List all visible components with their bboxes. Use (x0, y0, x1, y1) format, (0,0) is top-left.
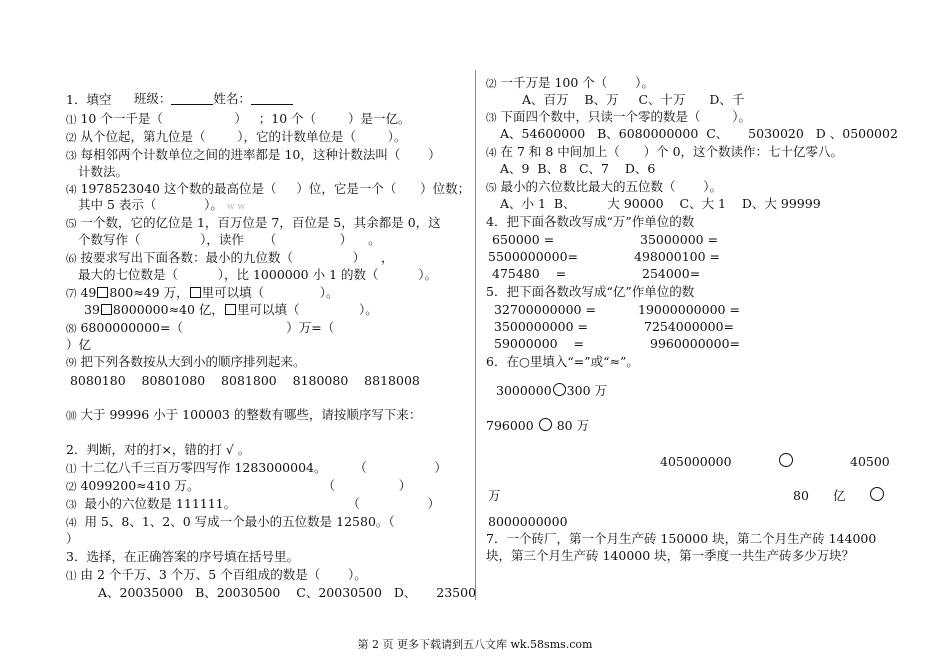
name-label: 姓名： (213, 91, 251, 106)
fill-question-7-cont: 39 8000000≈40 亿， 里可以填（ ）。 (84, 302, 378, 317)
rewrite-yi-row: 32700000000 = (494, 302, 596, 317)
choice-question-2: ⑵ 一千万是 100 个（ ）。 (486, 75, 654, 90)
fill-question-3-cont: 计数法。 (78, 164, 129, 179)
fill-question-8: ⑻ 6800000000=（ ）万=（ (66, 320, 335, 335)
rewrite-wan-row: 650000 = (492, 232, 555, 247)
word-problem-7-cont: 块，第三个月生产砖 140000 块，第一季度一共生产砖多少万块？ (486, 548, 855, 563)
rewrite-yi-row: 59000000 = (494, 336, 584, 351)
fill-question-6-cont: 最大的七位数是（ ），比 1000000 小 1 的数（ ）。 (78, 267, 437, 282)
page-footer: 第 2 页 更多下载请到五八文库 wk.58sms.com (357, 638, 593, 651)
choice-question-3: ⑶ 下面四个数中，只读一个零的数是（ ）。 (486, 109, 752, 124)
section-6-title: 6．在○里填入“=”或“≈”。 (486, 354, 639, 369)
rewrite-yi-row: 7254000000= (644, 319, 735, 334)
compare-3-b: 40500 (850, 454, 890, 469)
blank-circle (553, 383, 566, 396)
choice-question-5-options: A、小 1 B、 大 90000 C、大 1 D、大 99999 (500, 196, 821, 211)
square-box (190, 287, 201, 298)
square-box (225, 304, 236, 315)
class-blank (171, 92, 213, 105)
choice-question-5: ⑸ 最小的六位数比最大的五位数（ ）。 (486, 179, 723, 194)
choice-question-3-options: A、54600000 B、6080000000 C、 5030020 D 、0500002 (500, 126, 898, 141)
compare-3-unit: 万 (488, 488, 501, 503)
choice-question-1-options: A、20035000 B、20030500 C、20030500 D、 23500 (98, 585, 477, 600)
section-2-title: 2．判断，对的打×，错的打 √ 。 (66, 442, 251, 457)
section-4-title: 4．把下面各数改写成“万”作单位的数 (486, 214, 695, 229)
choice-question-1: ⑴ 由 2 个千万、3 个万、5 个百组成的数是（ ）。 (66, 567, 367, 582)
judge-question-3: ⑶ 最小的六位数是 111111。 （ ） (66, 496, 440, 511)
fill-question-2: ⑵ 从个位起，第九位是（ ），它的计数单位是（ ）。 (66, 129, 407, 144)
blank-circle (539, 418, 552, 431)
fill-question-6: ⑹ 按要求写出下面各数：最小的九位数（ ） ， (66, 250, 394, 265)
judge-question-1: ⑴ 十二亿八千三百万零四写作 1283000004。 （ ） (66, 460, 447, 475)
fill-question-9: ⑼ 把下列各数按从大到小的顺序排列起来。 (66, 354, 306, 369)
rewrite-wan-row: 475480 = (492, 266, 567, 281)
fill-question-10: ⑽ 大于 99996 小于 100003 的整数有哪些，请按顺序写下来： (66, 407, 422, 422)
compare-2: 796000 80 万 (486, 418, 590, 433)
choice-question-4: ⑷ 在 7 和 8 中间加上（ ）个 0，这个数读作：七十亿零八。 (486, 144, 844, 159)
judge-question-2: ⑵ 4099200≈410 万。 （ ） (66, 478, 412, 493)
rewrite-wan-row: 498000100 = (634, 249, 721, 264)
rewrite-wan-row: 254000= (642, 266, 701, 281)
rewrite-yi-row: 9960000000= (650, 336, 741, 351)
compare-3-a: 405000000 (660, 454, 732, 469)
square-box (97, 287, 108, 298)
column-divider (475, 70, 476, 600)
judge-question-4: ⑷ 用 5、8、1、2、0 写成一个最小的五位数是 12580。（ (66, 514, 395, 529)
compare-4-unit: 亿 (833, 488, 846, 503)
choice-question-2-options: A、百万 B、万 C、十万 D、千 (522, 92, 745, 107)
judge-question-4-cont: ） (66, 531, 79, 546)
compare-1: 3000000 300 万 (496, 383, 608, 398)
fill-question-4-cont: 其中 5 表示（ ）。 w w (78, 197, 246, 212)
fill-question-5-cont: 个数写作（ ），读作 （ ） 。 (78, 232, 381, 247)
fill-question-4: ⑷ 1978523040 这个数的最高位是（ ）位，它是一个（ ）位数； (66, 181, 471, 196)
fill-question-3: ⑶ 每相邻两个计数单位之间的进率都是 10，这种计数法叫（ ） (66, 147, 441, 162)
rewrite-wan-row: 35000000 = (640, 232, 719, 247)
fill-question-1: ⑴ 10 个一千是（ ） ；10 个（ ）是一亿。 (66, 111, 411, 126)
fill-question-7: ⑺ 49 800≈49 万， 里可以填（ ）。 (66, 285, 339, 300)
section-1-title: 1．填空 (66, 92, 112, 107)
class-label: 班级： (133, 91, 172, 106)
number-list: 8080180 80801080 8081800 8180080 8818008 (66, 373, 420, 388)
rewrite-wan-row: 5500000000= (488, 249, 579, 264)
section-5-title: 5．把下面各数改写成“亿”作单位的数 (486, 284, 695, 299)
name-blank (251, 92, 293, 105)
compare-4-b: 8000000000 (488, 514, 568, 529)
choice-question-4-options: A、9 B、8 C、7 D、6 (500, 161, 656, 176)
rewrite-yi-row: 3500000000 = (494, 319, 588, 334)
square-box (101, 304, 112, 315)
blank-circle (779, 453, 793, 467)
fill-question-5: ⑸ 一个数，它的亿位是 1，百万位是 7，百位是 5，其余都是 0，这 (66, 215, 441, 230)
compare-4-a: 80 (793, 488, 809, 503)
blank-circle (870, 487, 884, 501)
word-problem-7: 7．一个砖厂，第一个月生产砖 150000 块，第二个月生产砖 144000 (486, 531, 877, 546)
fill-question-8-cont: ）亿 (66, 337, 92, 352)
rewrite-yi-row: 19000000000 = (638, 302, 740, 317)
section-3-title: 3．选择，在正确答案的序号填在括号里。 (66, 549, 299, 564)
